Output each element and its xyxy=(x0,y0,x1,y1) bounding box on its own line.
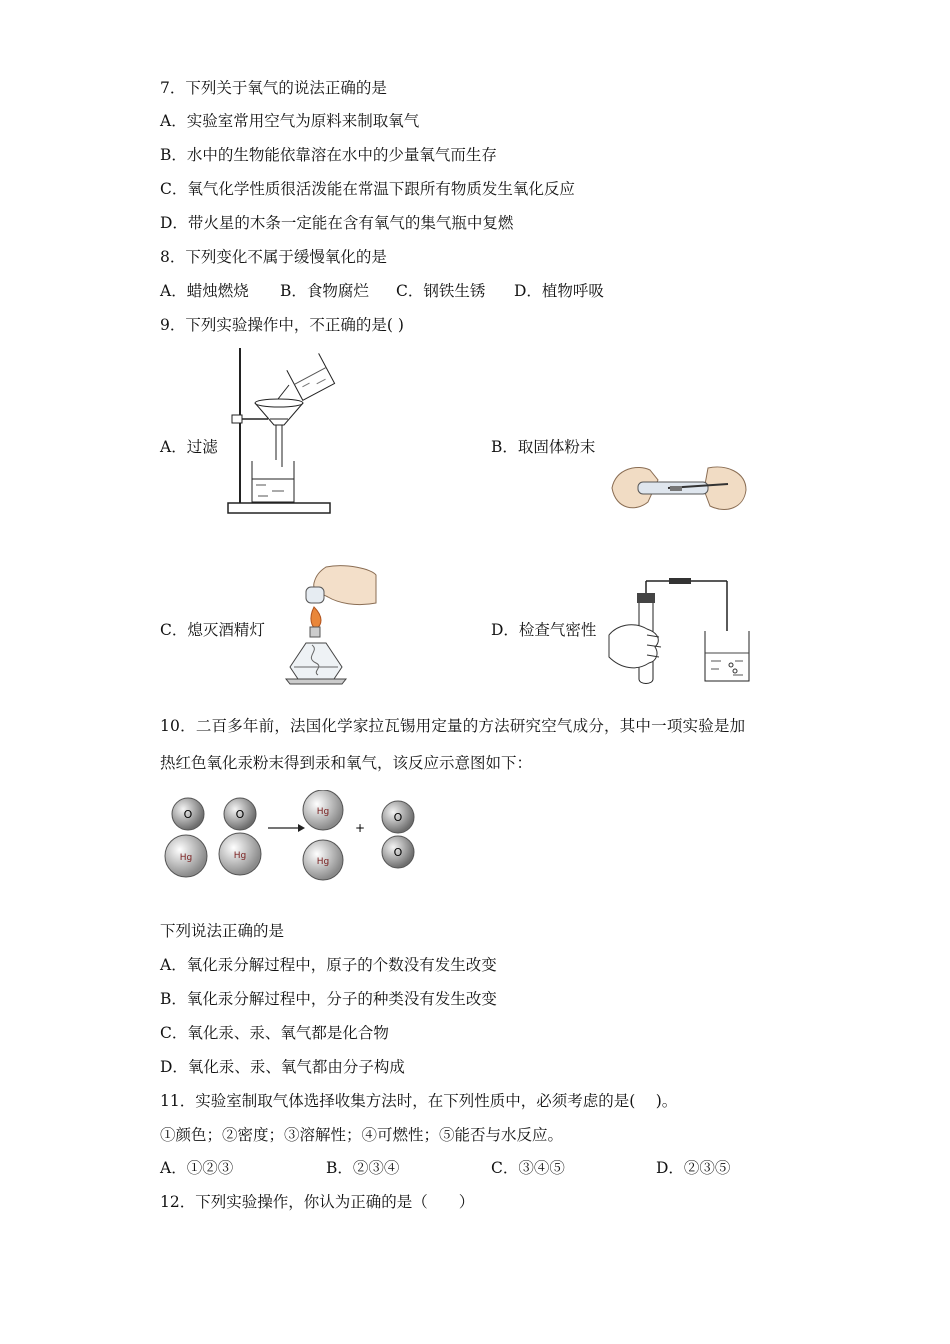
q8-option-d: D．植物呼吸 xyxy=(514,282,604,300)
svg-text:Hg: Hg xyxy=(316,807,330,817)
q7-option-b: B．水中的生物能依靠溶在水中的少量氧气而生存 xyxy=(160,146,497,164)
q11-stem: 11．实验室制取气体选择收集方法时，在下列性质中，必须考虑的是( )。 xyxy=(160,1092,678,1110)
plus-sign: + xyxy=(354,821,366,835)
q8-option-b: B．食物腐烂 xyxy=(280,282,369,300)
q11-options xyxy=(160,1158,730,1178)
q10-option-c: C．氧化汞、汞、氧气都是化合物 xyxy=(160,1024,389,1042)
q8-option-c: C．钢铁生锈 xyxy=(396,282,486,300)
q11-option-c: C．③④⑤ xyxy=(491,1159,565,1177)
svg-text:O: O xyxy=(393,811,403,824)
svg-text:Hg: Hg xyxy=(316,857,330,867)
q10-stem-line2: 热红色氧化汞粉末得到汞和氧气，该反应示意图如下： xyxy=(160,754,533,772)
q9-option-b: B．取固体粉末 xyxy=(491,438,596,456)
q11-option-a: A．①②③ xyxy=(160,1159,234,1177)
q7-option-a: A．实验室常用空气为原料来制取氧气 xyxy=(160,112,420,130)
q9-stem: 9．下列实验操作中，不正确的是( ) xyxy=(160,316,404,334)
q11-properties: ①颜色；②密度；③溶解性；④可燃性；⑤能否与水反应。 xyxy=(160,1126,564,1144)
q8-option-a: A．蜡烛燃烧 xyxy=(160,282,249,300)
q12-stem: 12．下列实验操作，你认为正确的是（ ） xyxy=(160,1193,475,1211)
svg-text:Hg: Hg xyxy=(179,853,193,863)
q9-option-d: D．检查气密性 xyxy=(491,621,597,639)
svg-text:O: O xyxy=(235,808,245,821)
q10-prompt: 下列说法正确的是 xyxy=(160,922,285,940)
q7-stem: 7．下列关于氧气的说法正确的是 xyxy=(160,79,387,97)
alcohol-lamp-figure xyxy=(276,563,380,685)
q11-option-d: D．②③⑤ xyxy=(656,1159,731,1177)
q10-option-d: D．氧化汞、汞、氧气都由分子构成 xyxy=(160,1058,405,1076)
svg-text:Hg: Hg xyxy=(233,851,247,861)
mercury-oxide-reaction-diagram xyxy=(160,790,422,886)
airtightness-check-figure xyxy=(607,575,755,687)
q8-stem: 8．下列变化不属于缓慢氧化的是 xyxy=(160,248,387,266)
q10-option-a: A．氧化汞分解过程中，原子的个数没有发生改变 xyxy=(160,956,497,974)
q8-options xyxy=(160,281,604,301)
q7-option-c: C．氧气化学性质很活泼能在常温下跟所有物质发生氧化反应 xyxy=(160,180,575,198)
svg-text:O: O xyxy=(183,808,193,821)
reaction-arrow xyxy=(268,824,305,832)
q11-option-b: B．②③④ xyxy=(326,1159,400,1177)
q7-option-d: D．带火星的木条一定能在含有氧气的集气瓶中复燃 xyxy=(160,214,514,232)
hgo-molecule-1 xyxy=(165,798,207,877)
powder-in-test-tube-figure xyxy=(608,460,750,518)
q10-option-b: B．氧化汞分解过程中，分子的种类没有发生改变 xyxy=(160,990,497,1008)
oxygen-molecule xyxy=(382,801,414,868)
filtration-apparatus-figure xyxy=(222,345,337,517)
q10-stem-line1: 10．二百多年前，法国化学家拉瓦锡用定量的方法研究空气成分，其中一项实验是加 xyxy=(160,717,746,735)
hg-atoms xyxy=(303,790,343,880)
svg-text:O: O xyxy=(393,846,403,859)
hgo-molecule-2 xyxy=(219,798,261,875)
q9-option-a: A．过滤 xyxy=(160,438,218,456)
q9-option-c: C．熄灭酒精灯 xyxy=(160,621,265,639)
